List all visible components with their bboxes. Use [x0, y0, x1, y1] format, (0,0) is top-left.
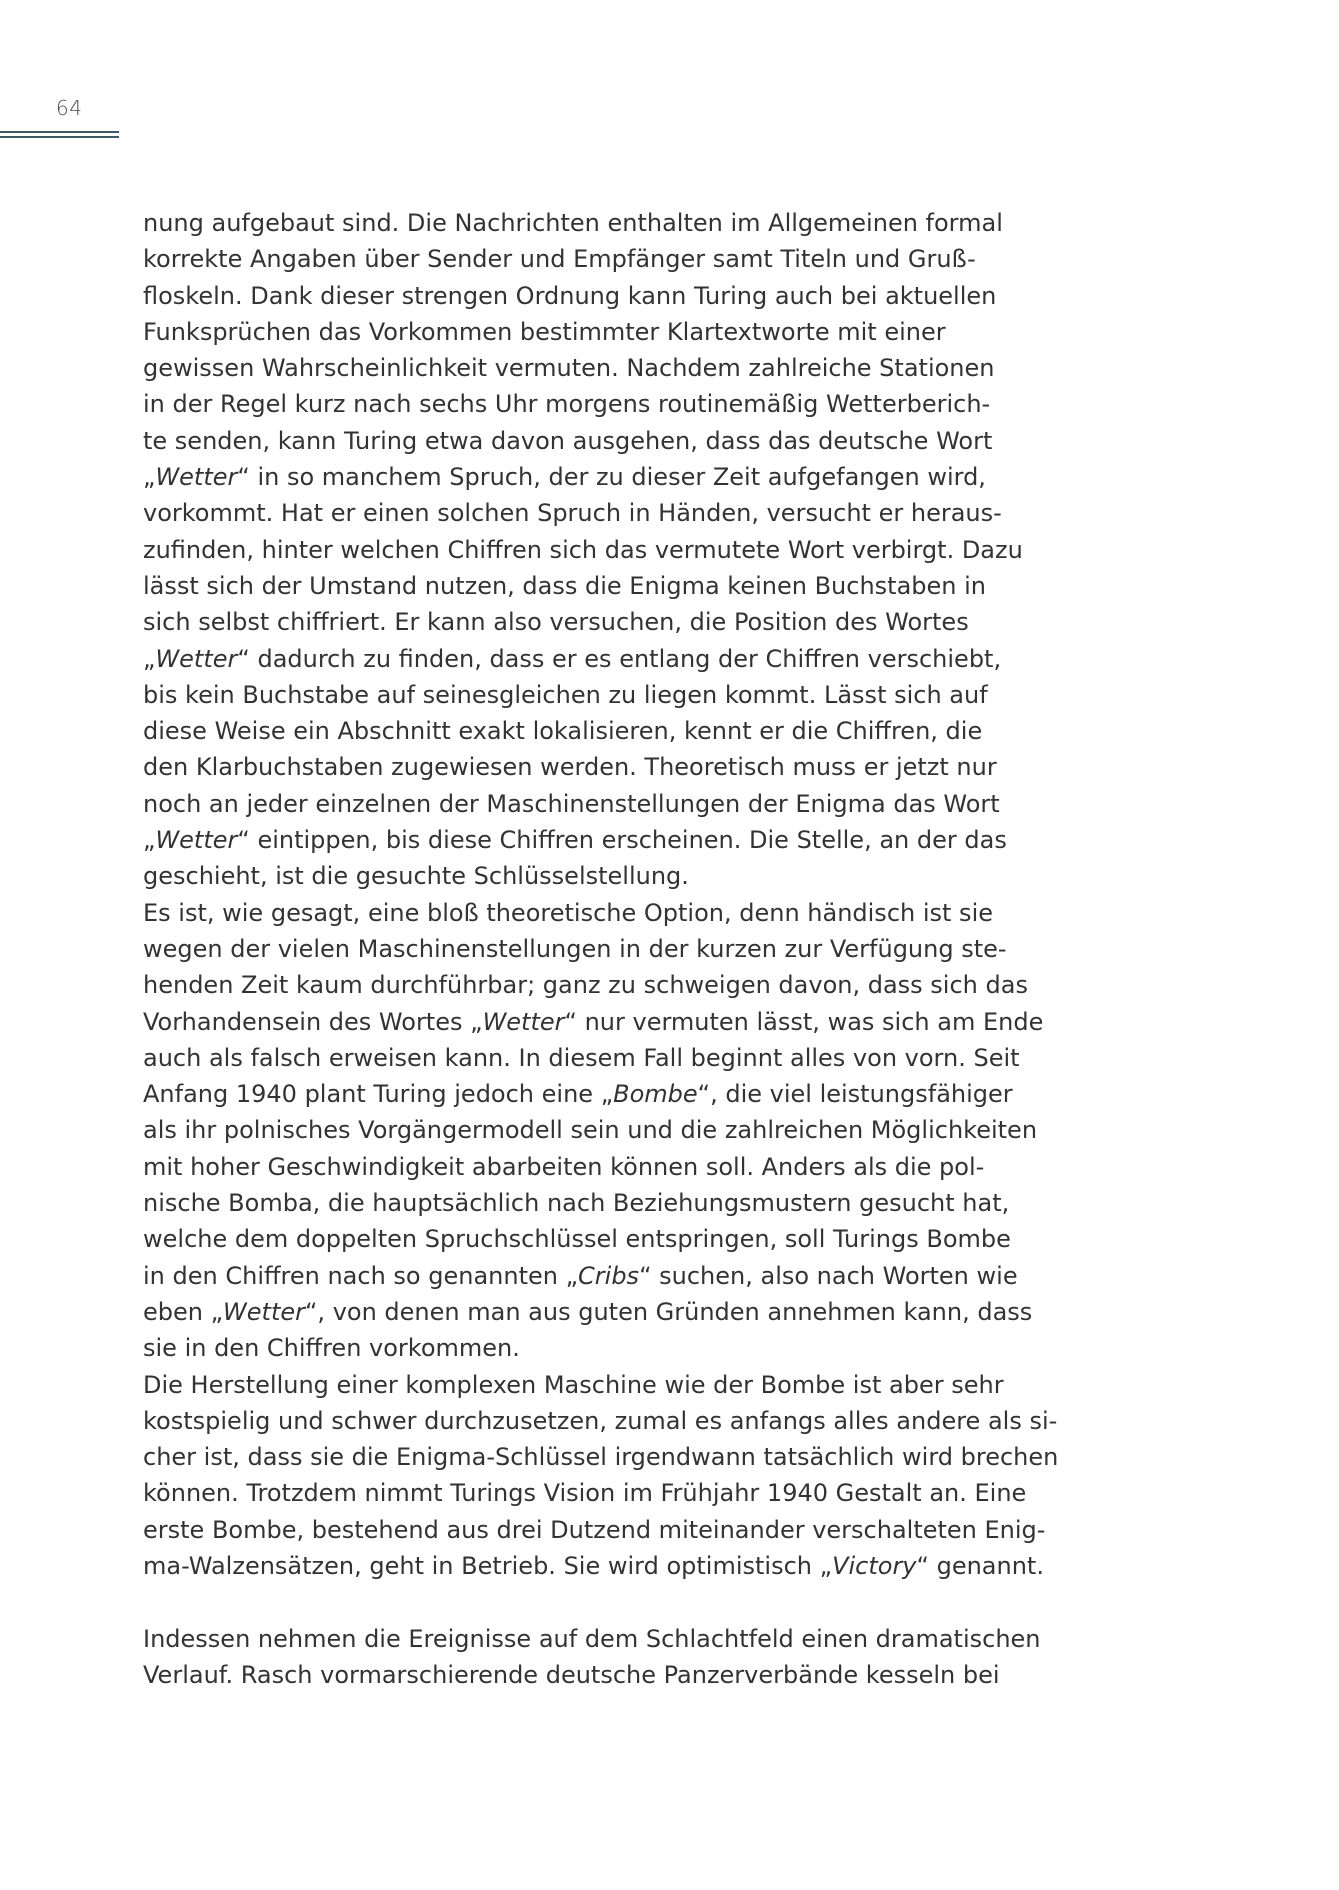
body-text [143, 205, 1059, 1693]
text-line: „Wetter“ in so manchem Spruch, der zu dieser Zeit aufgefangen wird, [143, 463, 986, 492]
text-line: nische Bomba, die hauptsächlich nach Beziehungsmustern gesucht hat, [143, 1189, 1010, 1218]
paragraph-gap [143, 1584, 1043, 1620]
text-line: bis kein Buchstabe auf seinesgleichen zu liegen kommt. Lässt sich auf [143, 680, 988, 709]
header-rule-top [0, 131, 119, 133]
text-line: „Wetter“ dadurch zu finden, dass er es entlang der Chiffren verschiebt, [143, 644, 1002, 673]
text-line: ma-Walzensätzen, geht in Betrieb. Sie wird optimistisch „Victory“ genannt. [143, 1551, 1044, 1580]
text-line: vorkommt. Hat er einen solchen Spruch in Händen, versucht er heraus- [143, 499, 1002, 528]
text-line: korrekte Angaben über Sender und Empfänger samt Titeln und Gruß- [143, 245, 976, 274]
text-line: erste Bombe, bestehend aus drei Dutzend miteinander verschalteten Enig- [143, 1515, 1046, 1544]
text-line: als ihr polnisches Vorgängermodell sein und die zahlreichen Möglichkeiten [143, 1116, 1038, 1145]
text-line: noch an jeder einzelnen der Maschinenstellungen der Enigma das Wort [143, 789, 1000, 818]
text-line: auch als falsch erweisen kann. In diesem Fall beginnt alles von vorn. Seit [143, 1043, 1020, 1072]
text-line: kostspielig und schwer durchzusetzen, zumal es anfangs alles andere als si- [143, 1406, 1058, 1435]
text-line: Vorhandensein des Wortes „Wetter“ nur vermuten lässt, was sich am Ende [143, 1007, 1044, 1036]
text-line: Die Herstellung einer komplexen Maschine wie der Bombe ist aber sehr [143, 1370, 1004, 1399]
text-line: floskeln. Dank dieser strengen Ordnung kann Turing auch bei aktuellen [143, 281, 997, 310]
text-line: sie in den Chiffren vorkommen. [143, 1334, 520, 1363]
text-line: Verlauf. Rasch vormarschierende deutsche Panzerverbände kesseln bei [143, 1660, 1000, 1689]
text-line: nung aufgebaut sind. Die Nachrichten enthalten im Allgemeinen formal [143, 209, 1003, 237]
text-line: zufinden, hinter welchen Chiffren sich das vermutete Wort verbirgt. Dazu [143, 535, 1023, 564]
text-line: den Klarbuchstaben zugewiesen werden. Theoretisch muss er jetzt nur [143, 753, 997, 782]
text-line: Anfang 1940 plant Turing jedoch eine „Bombe“, die viel leistungsfähiger [143, 1080, 1013, 1109]
text-line: Indessen nehmen die Ereignisse auf dem Schlachtfeld einen dramatischen [143, 1624, 1041, 1653]
text-line: lässt sich der Umstand nutzen, dass die Enigma keinen Buchstaben in [143, 571, 987, 600]
text-line: Es ist, wie gesagt, eine bloß theoretische Option, denn händisch ist sie [143, 898, 993, 927]
text-line: können. Trotzdem nimmt Turings Vision im Frühjahr 1940 Gestalt an. Eine [143, 1479, 1027, 1508]
text-line: in der Regel kurz nach sechs Uhr morgens routinemäßig Wetterberich- [143, 390, 991, 419]
text-line: eben „Wetter“, von denen man aus guten Gründen annehmen kann, dass [143, 1297, 1033, 1326]
text-line: henden Zeit kaum durchführbar; ganz zu schweigen davon, dass sich das [143, 971, 1028, 1000]
text-line: cher ist, dass sie die Enigma-Schlüssel irgendwann tatsächlich wird brechen [143, 1443, 1059, 1472]
text-line: wegen der vielen Maschinenstellungen in der kurzen zur Verfügung ste- [143, 934, 1007, 963]
text-line: „Wetter“ eintippen, bis diese Chiffren erscheinen. Die Stelle, an der das [143, 826, 1007, 855]
text-line: mit hoher Geschwindigkeit abarbeiten können soll. Anders als die pol- [143, 1152, 985, 1181]
text-line: welche dem doppelten Spruchschlüssel entspringen, soll Turings Bombe [143, 1225, 1011, 1254]
page-number: 64 [56, 96, 83, 120]
text-line: te senden, kann Turing etwa davon ausgehen, dass das deutsche Wort [143, 426, 993, 455]
header-rule-bottom [0, 136, 119, 138]
text-line: geschieht, ist die gesuchte Schlüsselstellung. [143, 862, 689, 891]
text-line: gewissen Wahrscheinlichkeit vermuten. Nachdem zahlreiche Stationen [143, 354, 995, 383]
text-line: in den Chiffren nach so genannten „Cribs“ suchen, also nach Worten wie [143, 1261, 1018, 1290]
text-line: diese Weise ein Abschnitt exakt lokalisieren, kennt er die Chiffren, die [143, 717, 983, 746]
text-line: Funksprüchen das Vorkommen bestimmter Klartextworte mit einer [143, 317, 946, 346]
text-line: sich selbst chiffriert. Er kann also versuchen, die Position des Wortes [143, 608, 969, 637]
